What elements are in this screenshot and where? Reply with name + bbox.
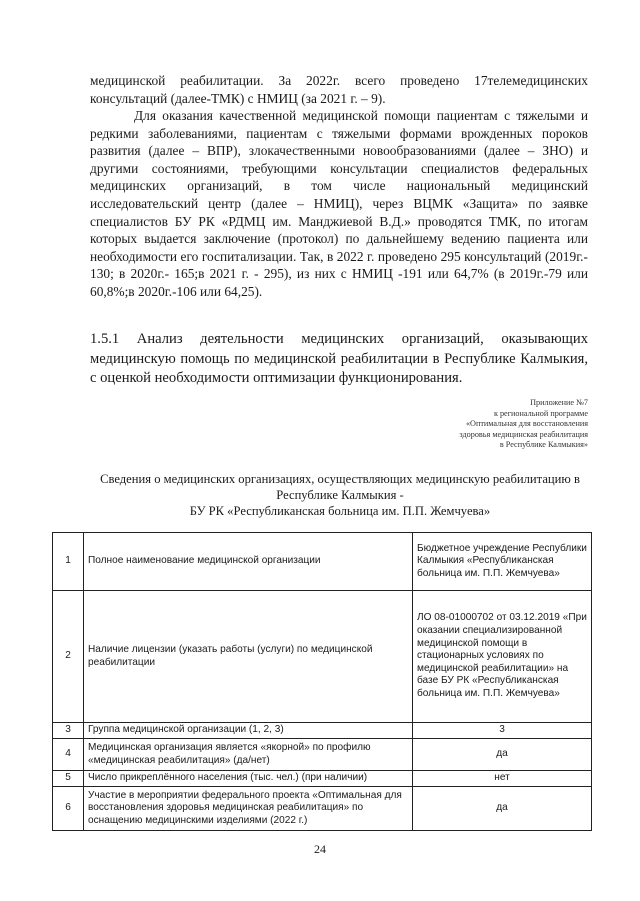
table-row — [53, 533, 592, 591]
row-description: Наличие лицензии (указать работы (услуги) по медицинской реабилитации — [84, 591, 413, 723]
row-number: 1 — [53, 533, 84, 591]
appendix-note — [388, 398, 588, 451]
table-row — [53, 591, 592, 723]
caption-line: Сведения о медицинских организациях, осуществляющих медицинскую реабилитацию в — [100, 472, 580, 486]
row-value: ЛО 08-01000702 от 03.12.2019 «При оказании специализированной медицинской помощи в стационарных условиях по медицинской реабилитации» на базе БУ РК «Республиканская больница им. П.П. Жемчуева» — [413, 591, 592, 723]
appendix-line: Приложение №7 — [530, 398, 588, 407]
section-heading-1-5-1: 1.5.1 Анализ деятельности медицинских организаций, оказывающих медицинскую помощь по медицинской реабилитации в Республике Калмыкия, с оценкой необходимости оптимизации функционирования. — [90, 331, 588, 386]
table-row — [53, 723, 592, 739]
row-value: нет — [413, 771, 592, 787]
row-value: Бюджетное учреждение Республики Калмыкия «Республиканская больница им. П.П. Жемчуева» — [413, 533, 592, 591]
row-number: 3 — [53, 723, 84, 739]
row-description: Полное наименование медицинской организации — [84, 533, 413, 591]
row-value: да — [413, 739, 592, 771]
table-row — [53, 771, 592, 787]
organization-info-table — [52, 532, 592, 831]
row-number: 6 — [53, 787, 84, 831]
row-number: 5 — [53, 771, 84, 787]
caption-line: БУ РК «Республиканская больница им. П.П. Жемчуева» — [189, 504, 491, 518]
appendix-line: здоровья медицинская реабилитация — [459, 429, 588, 439]
table-row — [53, 739, 592, 771]
table-row — [53, 787, 592, 831]
row-value: 3 — [413, 723, 592, 739]
row-value: да — [413, 787, 592, 831]
caption-line: Республике Калмыкия - — [276, 488, 404, 502]
appendix-line: в Республике Калмыкия» — [499, 440, 588, 450]
row-description: Медицинская организация является «якорной» по профилю «медицинская реабилитация» (да/нет) — [84, 739, 413, 771]
row-number: 4 — [53, 739, 84, 771]
appendix-line: к региональной программе — [493, 408, 588, 418]
table-caption — [90, 471, 590, 519]
paragraph-telemedicine: Для оказания качественной медицинской помощи пациентам с тяжелыми и редкими заболеваниями, пациентам с тяжелыми формами врожденных пороков развития (далее – ВПР), злокачественными новообразованиями (далее – ЗНО) и другими состояниями, требующими консультации специалистов федеральных медицинских организаций, в том числе национальный медицинский исследовательский центр (далее – НМИЦ), через ВЦМК «Защита» по заявке специалистов БУ РК «РДМЦ им. Манджиевой В.Д.» проводятся ТМК, по итогам которых выдается заключение (протокол) по дальнейшему ведению пациента или необходимости его госпитализации. Так, в 2022 г. проведено 295 консультаций (2019г.- 130; в 2020г.- 165;в 2021 г. - 295), из них с НМИЦ -191 или 64,7% (в 2019г.-79 или 60,8%;в 2020г.-106 или 64,25). — [90, 108, 588, 299]
row-description: Число прикреплённого населения (тыс. чел.) (при наличии) — [84, 771, 413, 787]
appendix-line: «Оптимальная для восстановления — [465, 419, 588, 429]
row-number: 2 — [53, 591, 84, 723]
page-number: 24 — [314, 842, 326, 856]
row-description: Группа медицинской организации (1, 2, 3) — [84, 723, 413, 739]
paragraph-intro: медицинской реабилитации. За 2022г. всего проведено 17телемедицинских консультаций (далее-ТМК) с НМИЦ (за 2021 г. – 9). — [90, 73, 588, 106]
row-description: Участие в мероприятии федерального проекта «Оптимальная для восстановления здоровья медицинская реабилитация» по оснащению медицинскими изделиями (2022 г.) — [84, 787, 413, 831]
